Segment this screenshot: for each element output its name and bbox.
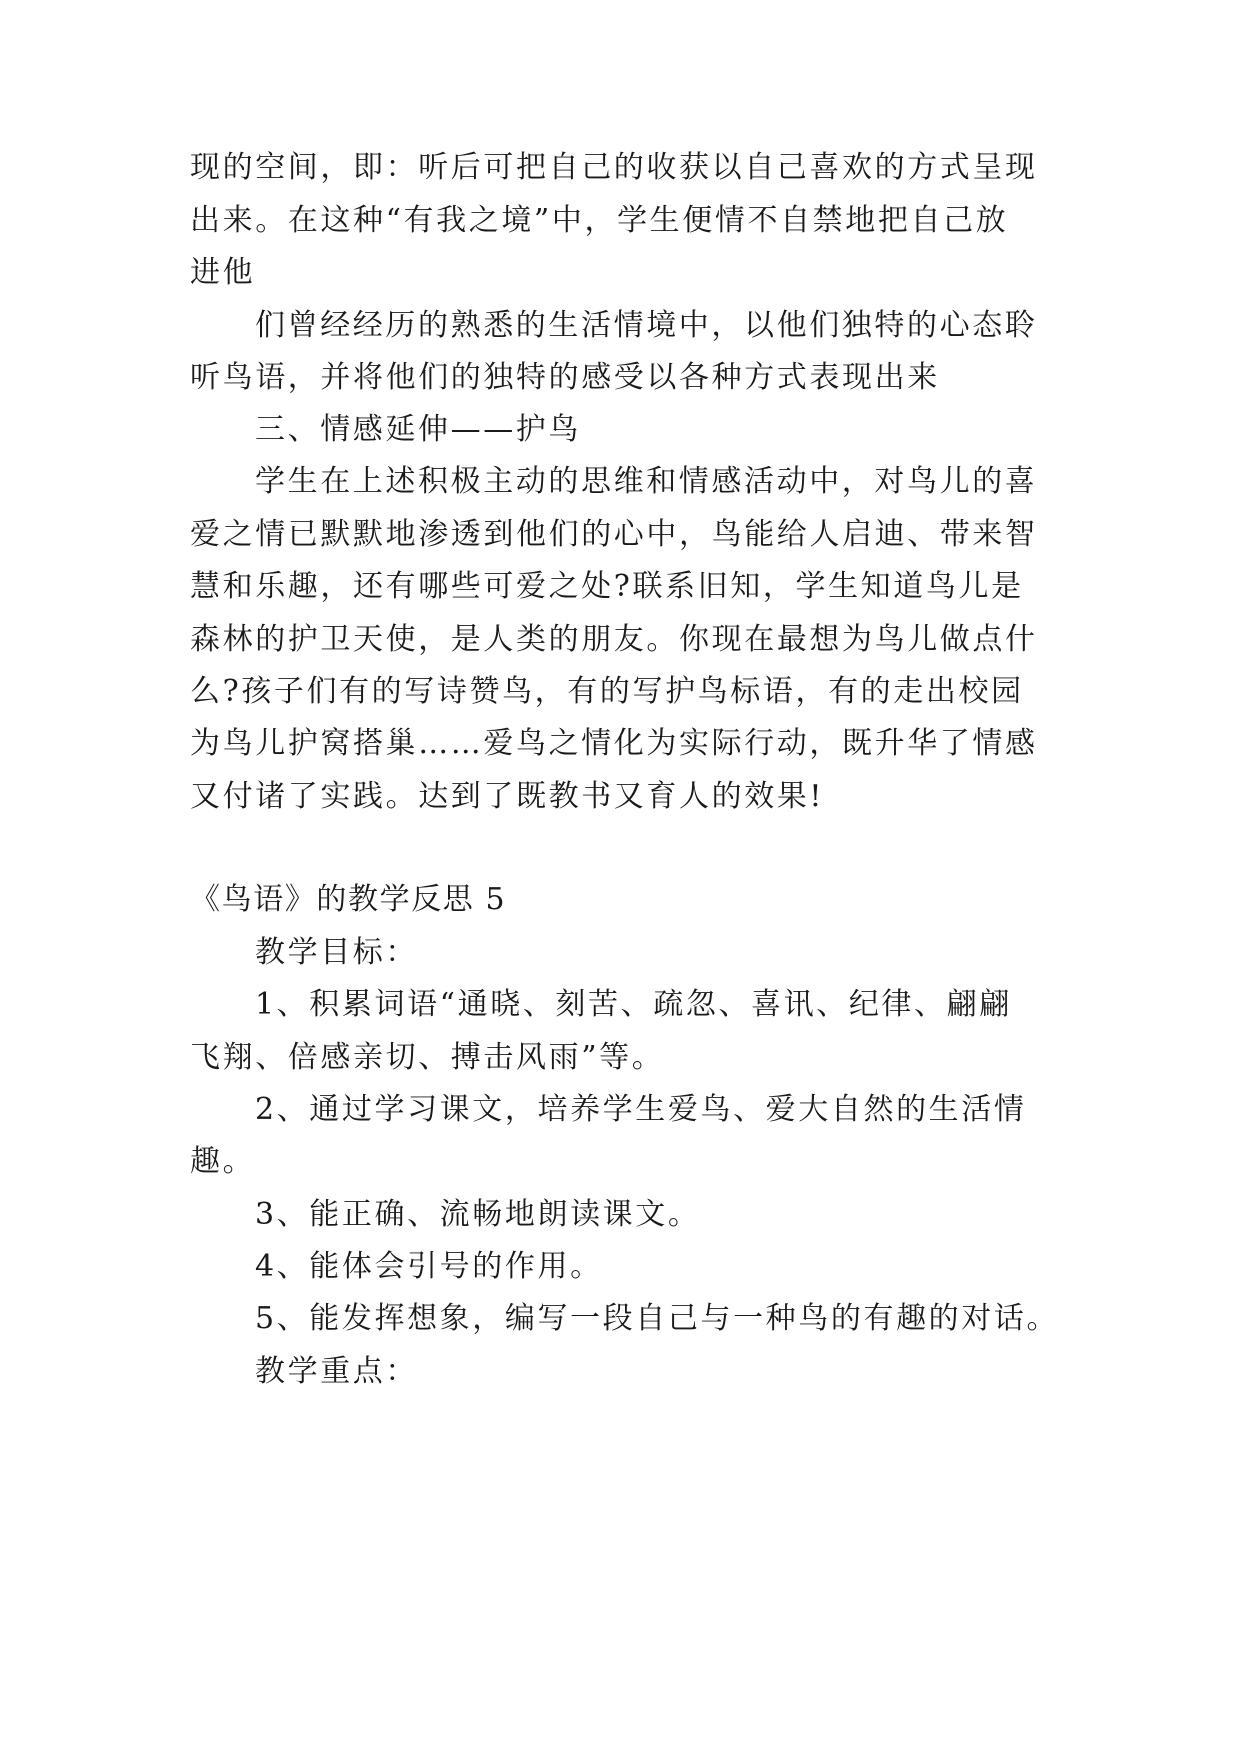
text-line: 进他 (190, 255, 256, 290)
subheading: 教学目标： (255, 935, 418, 970)
text-line: 为鸟儿护窝搭巢……爱鸟之情化为实际行动，既升华了情感 (190, 726, 1038, 761)
text-line: 出来。在这种“有我之境”中，学生便情不自禁地把自己放 (190, 203, 1009, 238)
text-line: 听鸟语，并将他们的独特的感受以各种方式表现出来 (190, 360, 940, 395)
text-line: 又付诸了实践。达到了既教书又育人的效果! (190, 779, 825, 814)
text-line: 飞翔、倍感亲切、搏击风雨”等。 (190, 1040, 665, 1075)
text-line: 学生在上述积极主动的思维和情感活动中，对鸟儿的喜 (255, 464, 1038, 499)
text-line: 2、通过学习课文，培养学生爱鸟、爱大自然的生活情 (255, 1092, 1027, 1127)
text-line: 们曾经经历的熟悉的生活情境中，以他们独特的心态聆 (255, 308, 1038, 343)
text-line: 1、积累词语“通晓、刻苦、疏忽、喜讯、纪律、翩翩 (255, 987, 1012, 1022)
text-line: 森林的护卫天使，是人类的朋友。你现在最想为鸟儿做点什 (190, 622, 1038, 657)
text-line: 5、能发挥想象，编写一段自己与一种鸟的有趣的对话。 (255, 1301, 1060, 1336)
text-line: 4、能体会引号的作用。 (255, 1249, 603, 1284)
text-line: 3、能正确、流畅地朗读课文。 (255, 1197, 701, 1232)
section-heading: 三、情感延伸——护鸟 (255, 412, 581, 447)
article-title: 《鸟语》的教学反思 5 (190, 882, 507, 917)
text-line: 现的空间，即：听后可把自己的收获以自己喜欢的方式呈现 (190, 150, 1038, 185)
text-line: 趣。 (190, 1144, 256, 1179)
subheading: 教学重点： (255, 1354, 418, 1389)
text-line: 爱之情已默默地渗透到他们的心中，鸟能给人启迪、带来智 (190, 517, 1038, 552)
text-line: 慧和乐趣，还有哪些可爱之处?联系旧知，学生知道鸟儿是 (190, 569, 1024, 604)
text-line: 么?孩子们有的写诗赞鸟，有的写护鸟标语，有的走出校园 (190, 674, 1024, 709)
